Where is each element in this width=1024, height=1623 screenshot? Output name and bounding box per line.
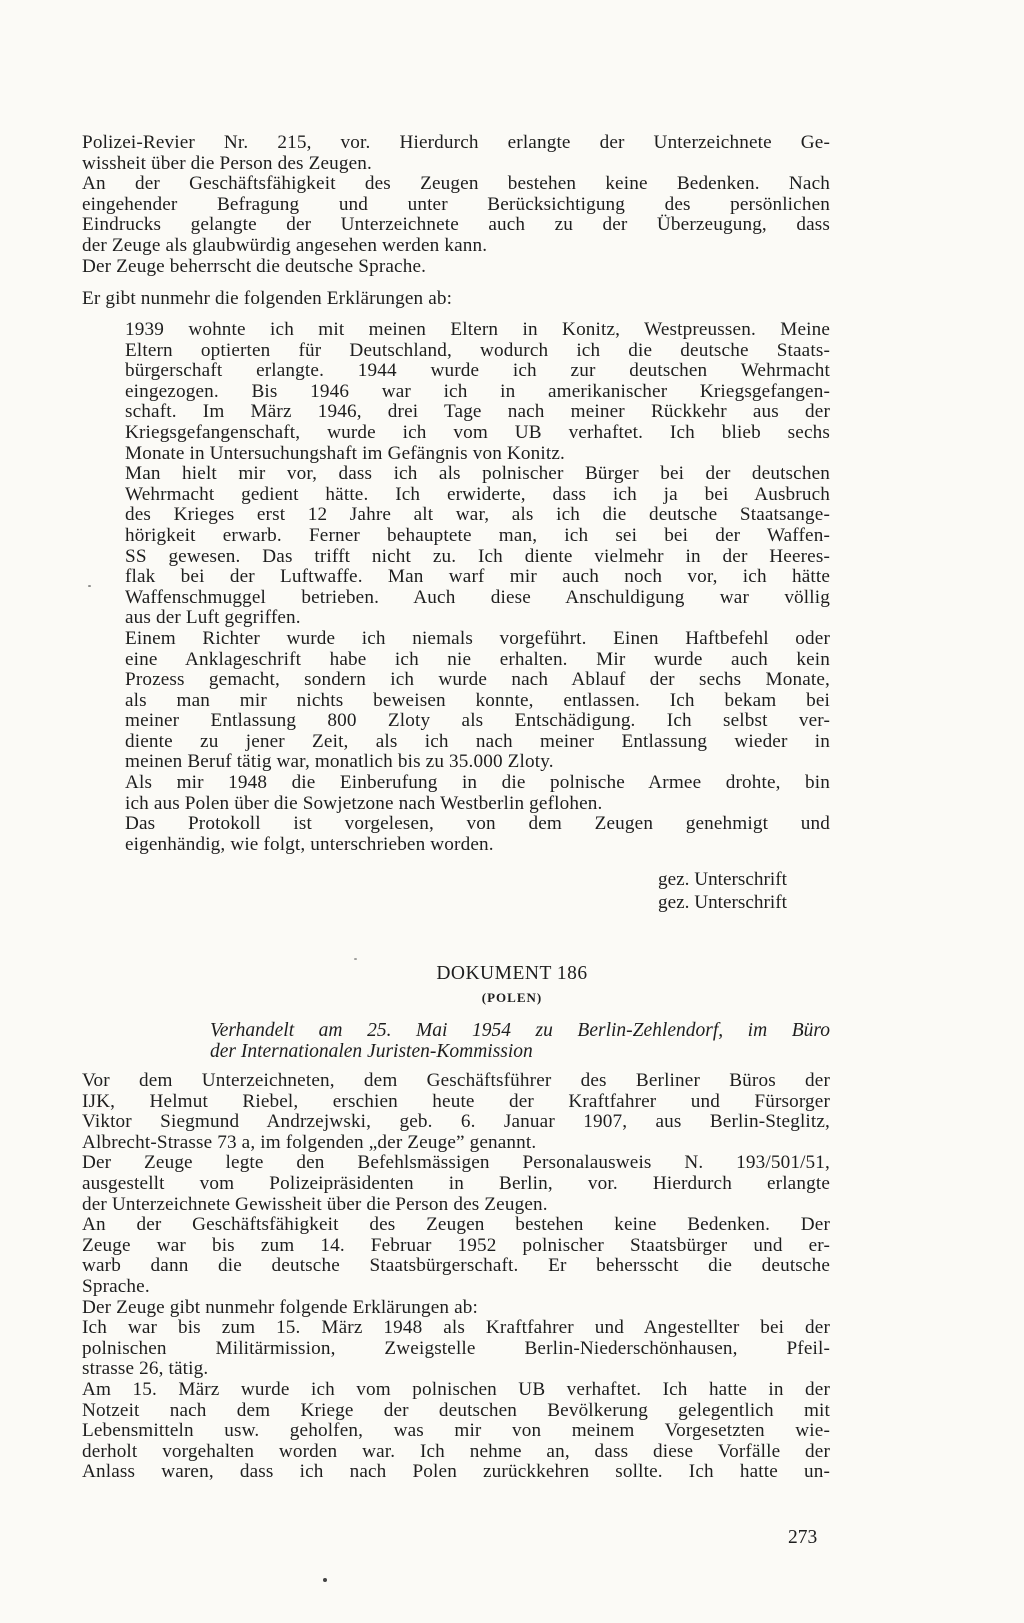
- text-line: eingezogen. Bis 1946 war ich in amerikanischer Kriegsgefangen-: [125, 380, 830, 402]
- text-line: Lebensmitteln usw. geholfen, was mir von meinem Vorgesetzten wie-: [82, 1420, 830, 1442]
- text-line: flak bei der Luftwaffe. Man warf mir auch noch vor, ich hätte: [125, 566, 830, 588]
- text-line: wissheit über die Person des Zeugen.: [82, 152, 372, 174]
- text-line: des Krieges erst 12 Jahre alt war, als ich die deutsche Staatsange-: [125, 504, 830, 526]
- text-line: Vor dem Unterzeichneten, dem Geschäftsführer des Berliner Büros der: [82, 1070, 830, 1091]
- text-line: Er gibt nunmehr die folgenden Erklärungen ab:: [82, 288, 453, 309]
- text-line: derholt vorgehalten worden war. Ich nehme an, dass diese Vorfälle der: [82, 1440, 830, 1462]
- text-line: als man mir nichts beweisen konnte, entlassen. Ich bekam bei: [125, 689, 830, 711]
- text-line: Notzeit nach dem Kriege der deutschen Bevölkerung gelegentlich mit: [82, 1399, 830, 1421]
- text-line: Der Zeuge legte den Befehlsmässigen Personalausweis N. 193/501/51,: [82, 1152, 830, 1174]
- text-line: Polizei-Revier Nr. 215, vor. Hierdurch erlangte der Unterzeichnete Ge-: [82, 132, 830, 153]
- text-line: eigenhändig, wie folgt, unterschrieben worden.: [125, 833, 494, 855]
- text-line: schaft. Im März 1946, drei Tage nach meiner Rückkehr aus der: [125, 401, 830, 423]
- document-heading: DOKUMENT 186: [436, 963, 588, 984]
- text-line: 1939 wohnte ich mit meinen Eltern in Konitz, Westpreussen. Meine: [125, 319, 830, 340]
- text-line: Das Protokoll ist vorgelesen, von dem Zeugen genehmigt und: [125, 813, 830, 835]
- text-line: bürgerschaft erlangte. 1944 wurde ich zur deutschen Wehrmacht: [125, 360, 830, 382]
- text-line: Am 15. März wurde ich vom polnischen UB verhaftet. Ich hatte in der: [82, 1378, 830, 1400]
- text-line: Waffenschmuggel betrieben. Auch diese Anschuldigung war völlig: [125, 586, 830, 608]
- text-line: Eindrucks gelangte der Unterzeichnete auch zu der Überzeugung, dass: [82, 214, 830, 236]
- print-speck: [323, 1578, 327, 1582]
- page-number: 273: [788, 1527, 818, 1548]
- text-line: Der Zeuge gibt nunmehr folgende Erklärungen ab:: [82, 1296, 478, 1318]
- text-line: IJK, Helmut Riebel, erschien heute der Kraftfahrer und Fürsorger: [82, 1090, 830, 1112]
- text-line: warb dann die deutsche Staatsbürgerschaft. Er behersscht die deutsche: [82, 1255, 830, 1277]
- print-speck: [88, 585, 91, 587]
- text-line: Kriegsgefangenschaft, wurde ich vom UB verhaftet. Ich blieb sechs: [125, 421, 830, 443]
- text-line: An der Geschäftsfähigkeit des Zeugen bestehen keine Bedenken. Nach: [82, 173, 830, 195]
- text-line: strasse 26, tätig.: [82, 1358, 209, 1380]
- text-line: Einem Richter wurde ich niemals vorgeführt. Einen Haftbefehl oder: [125, 627, 830, 649]
- text-line: der Zeuge als glaubwürdig angesehen werden kann.: [82, 234, 488, 256]
- text-line: aus der Luft gegriffen.: [125, 607, 301, 629]
- text-line: ausgestellt vom Polizeipräsidenten in Berlin, vor. Hierdurch erlangte: [82, 1172, 830, 1194]
- text-line: Ich war bis zum 15. März 1948 als Kraftfahrer und Angestellter bei der: [82, 1317, 830, 1339]
- print-speck: [354, 958, 357, 960]
- text-line: meinen Beruf tätig war, monatlich bis zu 35.000 Zloty.: [125, 751, 554, 773]
- text-line: Eltern optierten für Deutschland, wodurch ich die deutsche Staats-: [125, 339, 830, 361]
- text-line: eine Anklageschrift habe ich nie erhalten. Mir wurde auch kein: [125, 648, 830, 670]
- text-line: Viktor Siegmund Andrzejwski, geb. 6. Januar 1907, aus Berlin-Steglitz,: [82, 1111, 830, 1133]
- text-line: Albrecht-Strasse 73 a, im folgenden „der Zeuge” genannt.: [82, 1131, 537, 1153]
- text-line: der Internationalen Juristen-Kommission: [210, 1041, 533, 1062]
- document-country: (POLEN): [481, 990, 543, 1005]
- text-line: An der Geschäftsfähigkeit des Zeugen bestehen keine Bedenken. Der: [82, 1214, 830, 1236]
- text-line: Anlass waren, dass ich nach Polen zurückkehren sollte. Ich hatte un-: [82, 1461, 830, 1483]
- paragraph-block-1: [82, 133, 830, 277]
- text-line: Der Zeuge beherrscht die deutsche Sprache.: [82, 255, 427, 277]
- text-line: hörigkeit erwarb. Ferner behauptete man, ich sei bei der Waffen-: [125, 524, 830, 546]
- text-line: Als mir 1948 die Einberufung in die polnische Armee drohte, bin: [125, 772, 830, 794]
- text-line: polnischen Militärmission, Zweigstelle Berlin-Niederschönhausen, Pfeil-: [82, 1337, 830, 1359]
- text-line: SS gewesen. Das trifft nicht zu. Ich diente vielmehr in der Heeres-: [125, 545, 830, 567]
- text-line: Wehrmacht gedient hätte. Ich erwiderte, dass ich ja bei Ausbruch: [125, 483, 830, 505]
- signature-line-1: gez. Unterschrift: [658, 869, 787, 890]
- text-line: Man hielt mir vor, dass ich als polnischer Bürger bei der deutschen: [125, 463, 830, 485]
- text-line: ich aus Polen über die Sowjetzone nach Westberlin geflohen.: [125, 792, 603, 814]
- statement-intro: [82, 289, 830, 310]
- text-line: Verhandelt am 25. Mai 1954 zu Berlin-Zehlendorf, im Büro: [210, 1020, 830, 1041]
- text-line: meiner Entlassung 800 Zloty als Entschädigung. Ich selbst ver-: [125, 710, 830, 732]
- text-line: der Unterzeichnete Gewissheit über die Person des Zeugen.: [82, 1193, 548, 1215]
- signature-line-2: gez. Unterschrift: [658, 892, 787, 913]
- paragraph-block-2: [82, 1071, 830, 1483]
- text-line: eingehender Befragung und unter Berücksichtigung des persönlichen: [82, 193, 830, 215]
- text-line: Monate in Untersuchungshaft im Gefängnis von Konitz.: [125, 442, 565, 464]
- text-line: Zeuge war bis zum 14. Februar 1952 polnischer Staatsbürger und er-: [82, 1234, 830, 1256]
- witness-statement: [125, 320, 830, 855]
- text-line: Sprache.: [82, 1275, 150, 1297]
- text-line: diente zu jener Zeit, als ich nach meiner Entlassung wieder in: [125, 730, 830, 752]
- place-date-line: [210, 1020, 830, 1062]
- text-line: Prozess gemacht, sondern ich wurde nach Ablauf der sechs Monate,: [125, 669, 830, 691]
